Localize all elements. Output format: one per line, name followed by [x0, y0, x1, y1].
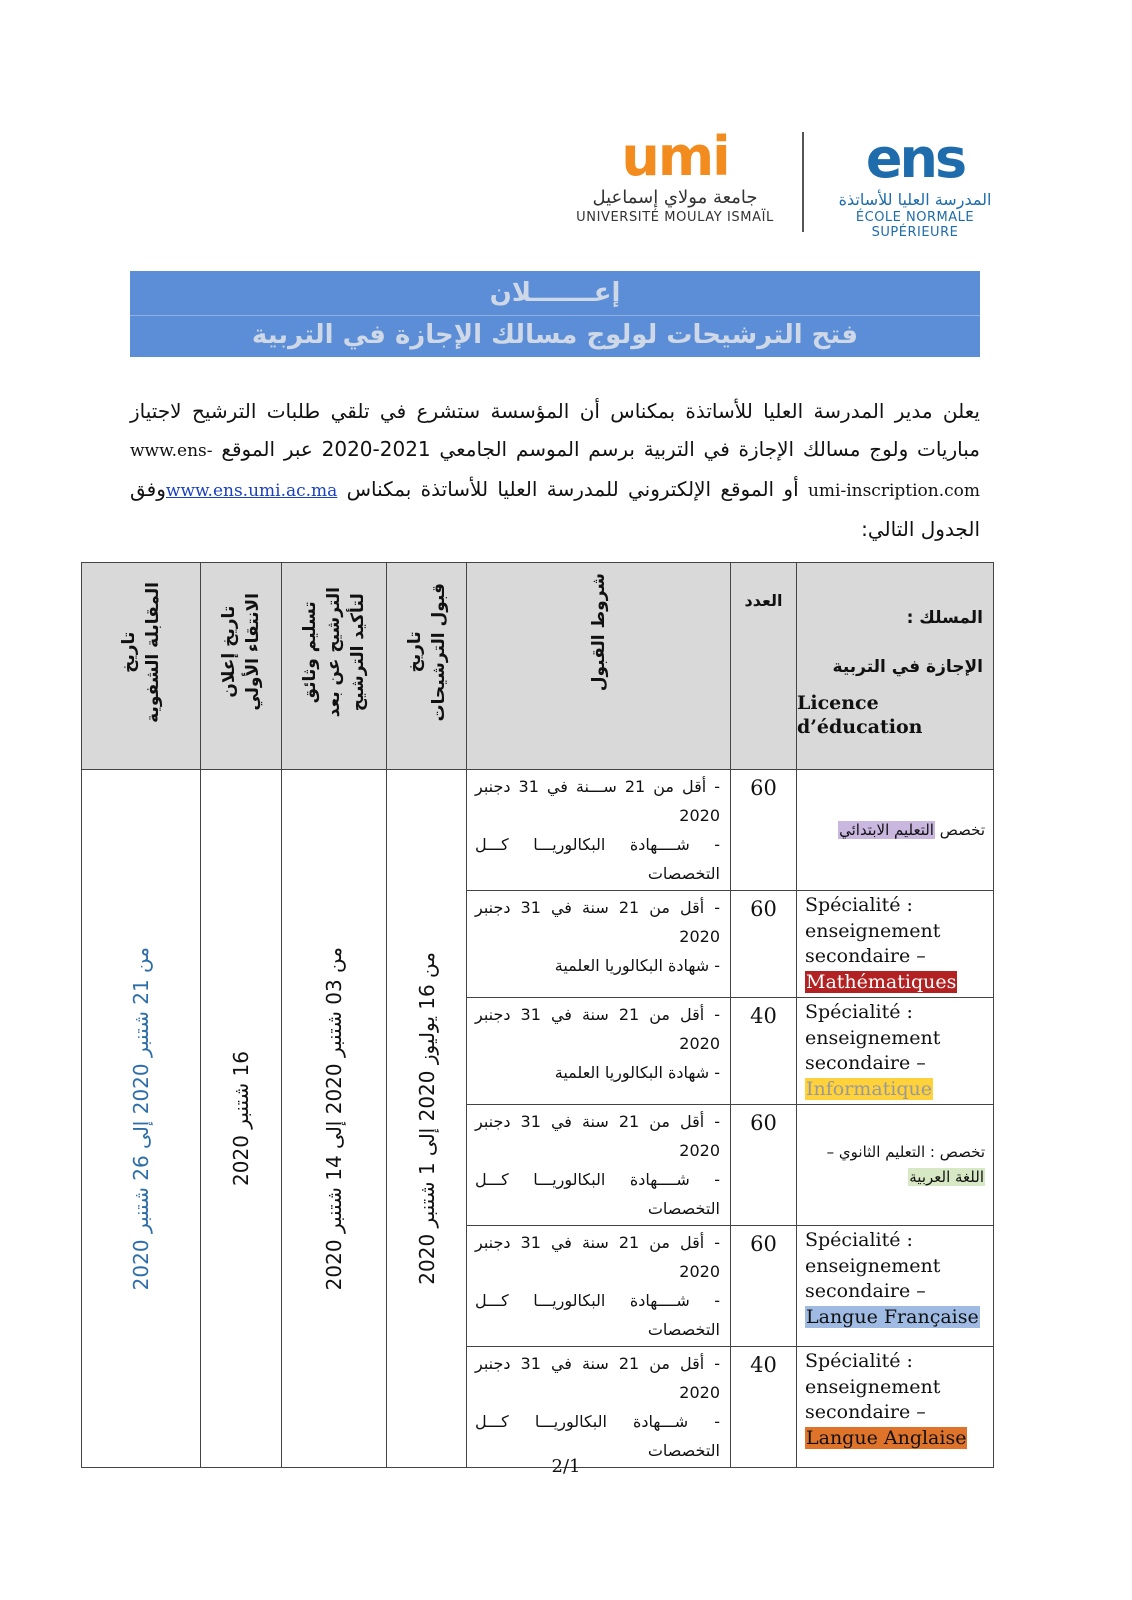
umi-logo-mark: umi — [621, 125, 729, 188]
inscription-site: www.ens-umi-inscription.com — [130, 441, 980, 501]
banner-subtitle: فتح الترشيحات لولوج مسالك الإجازة في التربية — [251, 320, 859, 350]
row-count: 60 — [731, 1105, 797, 1226]
row-count: 60 — [731, 770, 797, 891]
ens-logo-mark: ens — [865, 127, 965, 190]
announcement-banner — [130, 271, 980, 357]
preselection-date: 16 شتنبر 2020 — [229, 1051, 253, 1186]
umi-logo — [560, 125, 790, 238]
header-documents-date — [282, 563, 387, 770]
row-count: 40 — [731, 1347, 797, 1468]
row-count: 60 — [731, 1226, 797, 1347]
header-program-french: Licence d’éducation — [797, 692, 923, 738]
preselection-date-cell — [201, 770, 282, 1468]
ens-site-link[interactable]: www.ens.umi.ac.ma — [165, 481, 338, 501]
row-count: 60 — [731, 891, 797, 998]
header-program-label: المسلك : — [906, 608, 983, 628]
header-count: العدد — [731, 563, 797, 770]
logo-divider — [802, 132, 804, 232]
row-specialty: Spécialité : enseignement secondaire – Langue Française — [797, 1226, 994, 1347]
umi-arabic-name: جامعة مولاي إسماعيل — [592, 187, 758, 208]
row-specialty: تخصص : التعليم الثانوي – اللغة العربية — [797, 1105, 994, 1226]
specialty-highlight: Langue Anglaise — [806, 1426, 967, 1449]
header-interview-text: تاريخ المقابلة الشفوية — [119, 581, 163, 723]
row-conditions: - أقل من 21 سنة في 31 دجنبر 2020 - شـــهادة البكالوريـــا كـــل التخصصات — [467, 1347, 731, 1468]
ens-french-name: ÉCOLE NORMALE SUPÉRIEURE — [855, 210, 975, 240]
row-conditions: - أقل من 21 سنة في 31 دجنبر 2020 - شهادة البكالوريا العلمية — [467, 891, 731, 998]
admissions-table — [81, 562, 994, 1468]
row-conditions: - أقل من 21 ســـنة في 31 دجنبر 2020 - شــــهادة البكالوريـــا كـــل التخصصات — [467, 770, 731, 891]
banner-title: إعـــــــلان — [489, 278, 621, 308]
applications-date-cell — [387, 770, 467, 1468]
specialty-highlight: Informatique — [806, 1077, 932, 1100]
header-program-arabic: الإجازة في التربية — [832, 657, 983, 677]
specialty-highlight: اللغة العربية — [909, 1168, 984, 1186]
header-logos — [560, 125, 1010, 240]
intro-text-1: يعلن مدير المدرسة العليا للأساتذة بمكناس أن المؤسسة ستشرع في تلقي طلبات الترشيح لاجتياز مباريات ولوج مسالك الإجازة في التربية برسم الموسم الجامعي 2021-2020 عبر الموقع — [130, 399, 981, 461]
header-conditions-text: شروط القبول — [588, 573, 609, 692]
header-applications-date — [387, 563, 467, 770]
applications-date: من 16 يوليوز 2020 إلى 1 شتنبر 2020 — [414, 952, 439, 1285]
header-preselection-text: تاريخ إعلان الانتقاء الأولي — [219, 593, 263, 711]
header-conditions — [467, 563, 731, 770]
intro-text-3: وفق الجدول التالي: — [130, 477, 980, 541]
header-program — [797, 563, 994, 770]
header-documents-text: تسليم وثائق الترشيح عن بعد لتأكيد الترشيح — [300, 586, 368, 718]
ens-arabic-name: المدرسة العليا للأساتذة — [838, 190, 992, 209]
specialty-highlight: التعليم الابتدائي — [839, 820, 934, 839]
row-conditions: - أقل من 21 سنة في 31 دجنبر 2020 - شهادة البكالوريا العلمية — [467, 998, 731, 1105]
header-interview-date — [82, 563, 201, 770]
header-preselection-date — [201, 563, 282, 770]
specialty-highlight: Mathématiques — [806, 970, 957, 993]
banner-divider — [130, 315, 980, 316]
page-number: 2/1 — [551, 1456, 581, 1477]
documents-date: من 03 شتنبر 2020 إلى 14 شتنبر 2020 — [322, 946, 346, 1291]
row-count: 40 — [731, 998, 797, 1105]
header-applications-text: تاريخ قبول الترشيحات — [404, 582, 449, 722]
interview-date: من 21 شتنبر 2020 إلى 26 شتنبر 2020 — [129, 946, 153, 1291]
intro-text-2: أو الموقع الإلكتروني للمدرسة العليا للأساتذة بمكناس — [346, 477, 799, 501]
row-specialty: Spécialité : enseignement secondaire – Langue Anglaise — [797, 1347, 994, 1468]
intro-paragraph — [130, 392, 980, 548]
row-specialty: Spécialité : enseignement secondaire – Informatique — [797, 998, 994, 1105]
row-conditions: - أقل من 21 سنة في 31 دجنبر 2020 - شــــهادة البكالوريـــا كـــل التخصصات — [467, 1226, 731, 1347]
row-conditions: - أقل من 21 سنة في 31 دجنبر 2020 - شــــهادة البكالوريـــا كـــل التخصصات — [467, 1105, 731, 1226]
umi-french-name: UNIVERSITÉ MOULAY ISMAÏL — [576, 210, 774, 225]
documents-date-cell — [282, 770, 387, 1468]
row-specialty: تخصص التعليم الابتدائي — [797, 770, 994, 891]
table-row — [82, 770, 994, 891]
specialty-highlight: Langue Française — [806, 1305, 979, 1328]
ens-logo — [820, 128, 1010, 238]
interview-date-cell — [82, 770, 201, 1468]
row-specialty: Spécialité : enseignement secondaire – Mathématiques — [797, 891, 994, 998]
